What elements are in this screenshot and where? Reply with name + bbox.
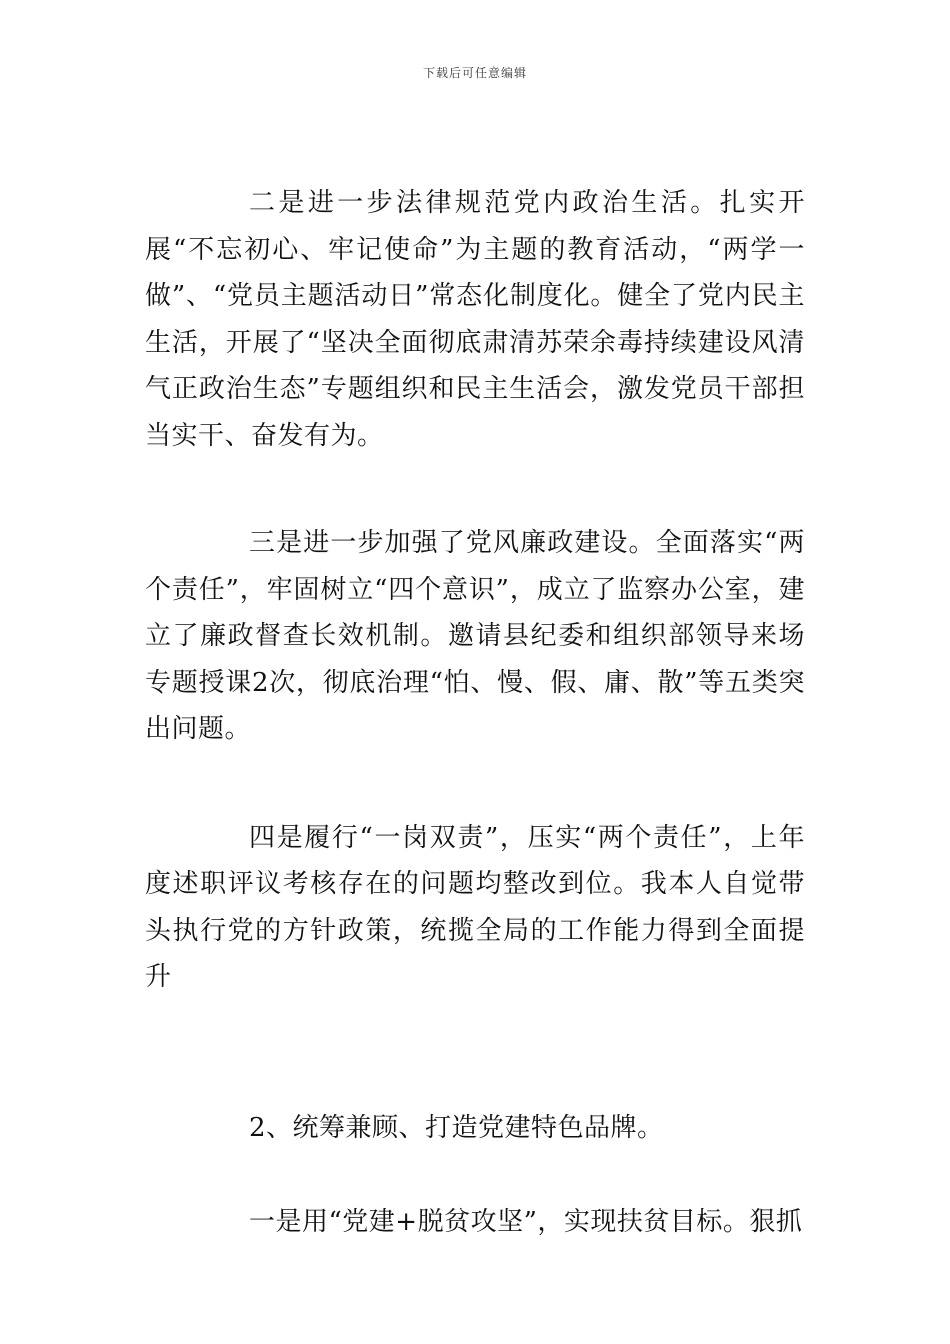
- paragraph-clean-governance: 三是进一步加强了党风廉政建设。全面落实“两个责任”，牢固树立“四个意识”，成立了监察办公室，建立了廉政督查长效机制。邀请县纪委和组织部领导来场专题授课2次，彻底治理“怕、慢、假、庸、散”等五类突出问题。: [145, 528, 805, 744]
- section-heading-party-brand: 2、统筹兼顾、打造党建特色品牌。: [249, 1112, 664, 1143]
- page-header: 下载后可任意编辑: [422, 66, 527, 80]
- paragraph-dual-responsibility: 四是履行“一岗双责”，压实“两个责任”，上年度述职评议考核存在的问题均整改到位。我本人自觉带头执行党的方针政策，统揽全局的工作能力得到全面提升: [145, 822, 805, 992]
- paragraph-political-life: 二是进一步法律规范党内政治生活。扎实开展“不忘初心、牢记使命”为主题的教育活动，“两学一做”、“党员主题活动日”常态化制度化。健全了党内民主生活，开展了“坚决全面彻底肃清苏荣余毒持续建设风清气正政治生态”专题组织和民主生活会，激发党员干部担当实干、奋发有为。: [145, 188, 805, 451]
- document-body: [145, 180, 805, 1246]
- paragraph-poverty-alleviation: 一是用“党建+脱贫攻坚”，实现扶贫目标。狠抓: [249, 1207, 803, 1237]
